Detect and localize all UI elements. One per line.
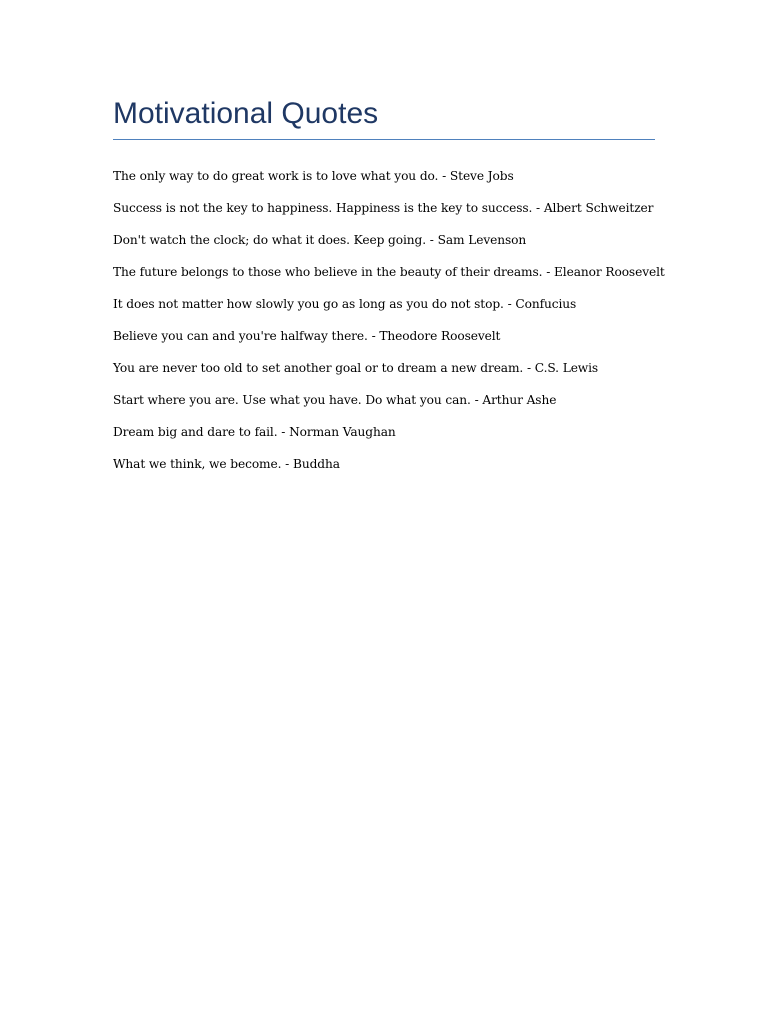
quote-list xyxy=(113,160,665,480)
quote-item: The only way to do great work is to love what you do. - Steve Jobs xyxy=(113,169,514,183)
quote-item: The future belongs to those who believe in the beauty of their dreams. - Eleanor Roosevelt xyxy=(113,265,665,279)
quote-item: It does not matter how slowly you go as long as you do not stop. - Confucius xyxy=(113,297,577,311)
quote-item: Success is not the key to happiness. Happiness is the key to success. - Albert Schweitzer xyxy=(113,201,654,215)
quote-item: Don't watch the clock; do what it does. Keep going. - Sam Levenson xyxy=(113,233,527,247)
document-title: Motivational Quotes xyxy=(113,97,379,130)
quote-item: What we think, we become. - Buddha xyxy=(113,457,340,471)
document-body xyxy=(113,92,665,480)
quote-item: Start where you are. Use what you have. Do what you can. - Arthur Ashe xyxy=(113,393,557,407)
title-underline xyxy=(113,139,655,140)
quote-item: You are never too old to set another goal or to dream a new dream. - C.S. Lewis xyxy=(113,361,599,375)
quote-item: Dream big and dare to fail. - Norman Vaughan xyxy=(113,425,396,439)
quote-item: Believe you can and you're halfway there. - Theodore Roosevelt xyxy=(113,329,501,343)
